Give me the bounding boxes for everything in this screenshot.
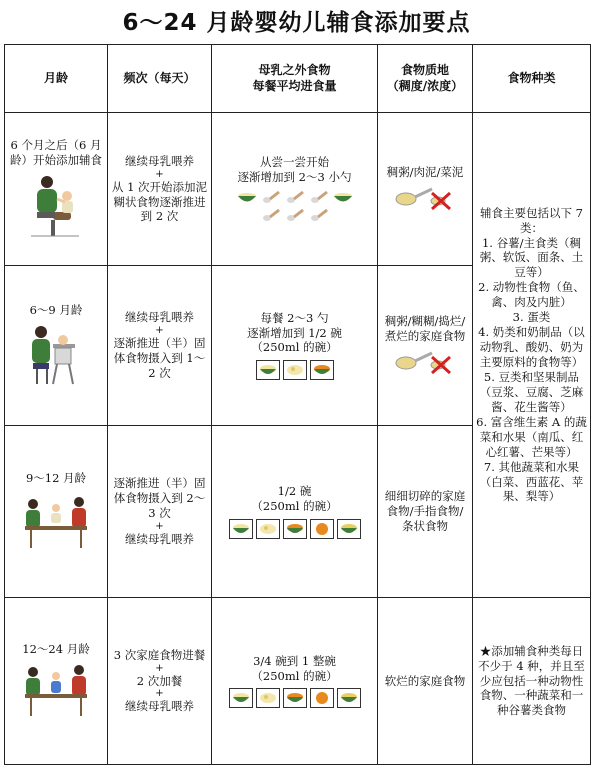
bowl-row: [215, 688, 374, 708]
frequency-text-b: 从 1 次开始添加泥糊状食物逐渐推进到 2 次: [111, 179, 208, 224]
texture-text: 细细切碎的家庭食物/手指食物/条状食物: [384, 489, 466, 533]
amount-text-a: 每餐 2～3 勺: [260, 310, 329, 325]
food-bowl-icon: [310, 688, 334, 708]
plus-sign: +: [155, 520, 164, 532]
amount-text-a: 3/4 碗到 1 整碗: [253, 653, 336, 668]
food-kind-item: 4. 奶类和奶制品（以动物乳、酸奶、奶为主要原料的食物等）: [478, 325, 585, 369]
texture-text: 稠粥/肉泥/菜泥: [386, 164, 464, 179]
plus-sign: +: [155, 325, 164, 337]
frequency-text-a: 继续母乳喂养: [125, 310, 194, 325]
food-bowl-icon: [256, 519, 280, 539]
spoon-and-cross-icon: [392, 347, 458, 377]
amount-text-a: 1/2 碗: [277, 484, 312, 499]
frequency-text-b: 2 次加餐: [136, 673, 183, 688]
header-row: [5, 45, 591, 113]
header-amount: [212, 45, 378, 113]
family-at-table-icon: [19, 660, 93, 720]
food-bowl-icon: [283, 519, 307, 539]
food-kinds-note-text: ★添加辅食种类每日不少于 4 种，并且至少应包括一种动物性食物、一种蔬菜和一种谷薯类食物: [478, 643, 585, 718]
month-label: 6 个月之后（6 月龄）开始添加辅食: [10, 138, 102, 167]
amount-cell: [212, 598, 378, 765]
texture-text: 稠粥/糊糊/捣烂/煮烂的家庭食物: [384, 313, 466, 343]
month-label: 9～12 月龄: [25, 471, 87, 486]
food-bowl-icon: [283, 688, 307, 708]
mother-feeding-infant-icon: [23, 172, 89, 240]
plus-sign: +: [155, 662, 164, 674]
header-texture-line1: 食物质地: [400, 62, 449, 77]
table-row: [5, 113, 591, 266]
amount-text-c: （250ml 的碗）: [251, 668, 338, 683]
food-bowl-icon: [256, 688, 280, 708]
table-row: [5, 598, 591, 765]
spoon-hand-icon: [309, 189, 329, 205]
food-kind-item: 5. 豆类和坚果制品（豆浆、豆腐、芝麻酱、花生酱等）: [479, 369, 584, 414]
header-texture: [378, 45, 473, 113]
amount-cell: [212, 426, 378, 598]
bowl-row: [215, 519, 374, 539]
frequency-text-a: 逐渐推进（半）固体食物摄入到 2～3 次: [113, 476, 206, 520]
food-kind-item: 3. 蛋类: [512, 310, 551, 325]
amount-text-a: 从尝一尝开始: [260, 155, 329, 170]
plus-sign: +: [155, 168, 164, 180]
mother-with-highchair-icon: [23, 322, 89, 388]
texture-text: 软烂的家庭食物: [384, 673, 466, 688]
amount-cell: [212, 266, 378, 426]
spoon-hand-icon: [285, 207, 305, 223]
header-kinds: 食物种类: [473, 45, 591, 113]
feeding-guide-table: [4, 44, 591, 765]
spoon-hand-icon: [261, 189, 281, 205]
frequency-text-a: 3 次家庭食物进餐: [113, 647, 206, 662]
food-kind-item: 2. 动物性食物（鱼、禽、肉及内脏）: [478, 280, 585, 310]
food-bowl-icon: [283, 360, 307, 380]
amount-text-b: 逐渐增加到 2～3 小勺: [237, 170, 352, 184]
family-at-table-icon: [19, 490, 93, 552]
month-cell: [5, 113, 108, 266]
food-kinds-note: [473, 598, 591, 765]
month-cell: [5, 426, 108, 598]
header-amount-line2: 每餐平均进食量: [252, 78, 337, 93]
texture-cell: [378, 266, 473, 426]
page-title: 6～24 月龄婴幼儿辅食添加要点: [122, 10, 471, 36]
frequency-cell: [108, 113, 212, 266]
food-kind-item: 6. 富含维生素 A 的蔬菜和水果（南瓜、红心红薯、芒果等）: [476, 414, 587, 459]
food-bowl-icon: [229, 688, 253, 708]
frequency-text-c: 继续母乳喂养: [125, 699, 194, 714]
amount-text-c: （250ml 的碗）: [251, 340, 338, 355]
frequency-cell: [108, 426, 212, 598]
food-kinds-cell: [473, 113, 591, 598]
header-month: 月龄: [5, 45, 108, 113]
food-bowl-icon: [256, 360, 280, 380]
food-bowl-icon: [310, 360, 334, 380]
frequency-cell: [108, 598, 212, 765]
food-kind-item: 1. 谷薯/主食类（稠粥、软饭、面条、土豆等）: [479, 235, 584, 280]
texture-cell: [378, 598, 473, 765]
food-bowl-icon: [337, 519, 361, 539]
bowl-row: [215, 360, 374, 380]
header-texture-line2: （稠度/浓度）: [386, 78, 464, 93]
month-cell: [5, 266, 108, 426]
food-bowl-icon: [337, 688, 361, 708]
header-frequency: 频次（每天）: [108, 45, 212, 113]
bowl-and-spoon-row: [231, 189, 359, 223]
header-amount-line1: 母乳之外食物: [258, 62, 331, 77]
frequency-cell: [108, 266, 212, 426]
food-bowl-icon: [229, 519, 253, 539]
month-label: 6～9 月龄: [29, 303, 83, 318]
food-bowl-icon: [310, 519, 334, 539]
spoon-hand-icon: [309, 207, 329, 223]
spoon-and-cross-icon: [392, 183, 458, 213]
texture-cell: [378, 113, 473, 266]
spoon-hand-icon: [261, 207, 281, 223]
month-cell: [5, 598, 108, 765]
food-kind-item: 7. 其他蔬菜和水果（白菜、西蓝花、苹果、梨等）: [479, 459, 584, 504]
amount-text-c: （250ml 的碗）: [251, 499, 338, 513]
spoon-hand-icon: [285, 189, 305, 205]
month-label: 12～24 月龄: [22, 641, 90, 656]
food-kinds-intro: 辅食主要包括以下 7 类：: [480, 205, 583, 235]
frequency-text-b: 继续母乳喂养: [125, 531, 194, 546]
frequency-text-a: 继续母乳喂养: [125, 153, 194, 168]
bowl-icon: [237, 189, 257, 205]
frequency-text-b: 逐渐推进（半）固体食物摄入到 1～2 次: [113, 336, 206, 380]
amount-cell: [212, 113, 378, 266]
texture-cell: [378, 426, 473, 598]
plus-sign: +: [155, 688, 164, 700]
bowl-icon: [333, 189, 353, 205]
amount-text-b: 逐渐增加到 1/2 碗: [247, 325, 342, 340]
